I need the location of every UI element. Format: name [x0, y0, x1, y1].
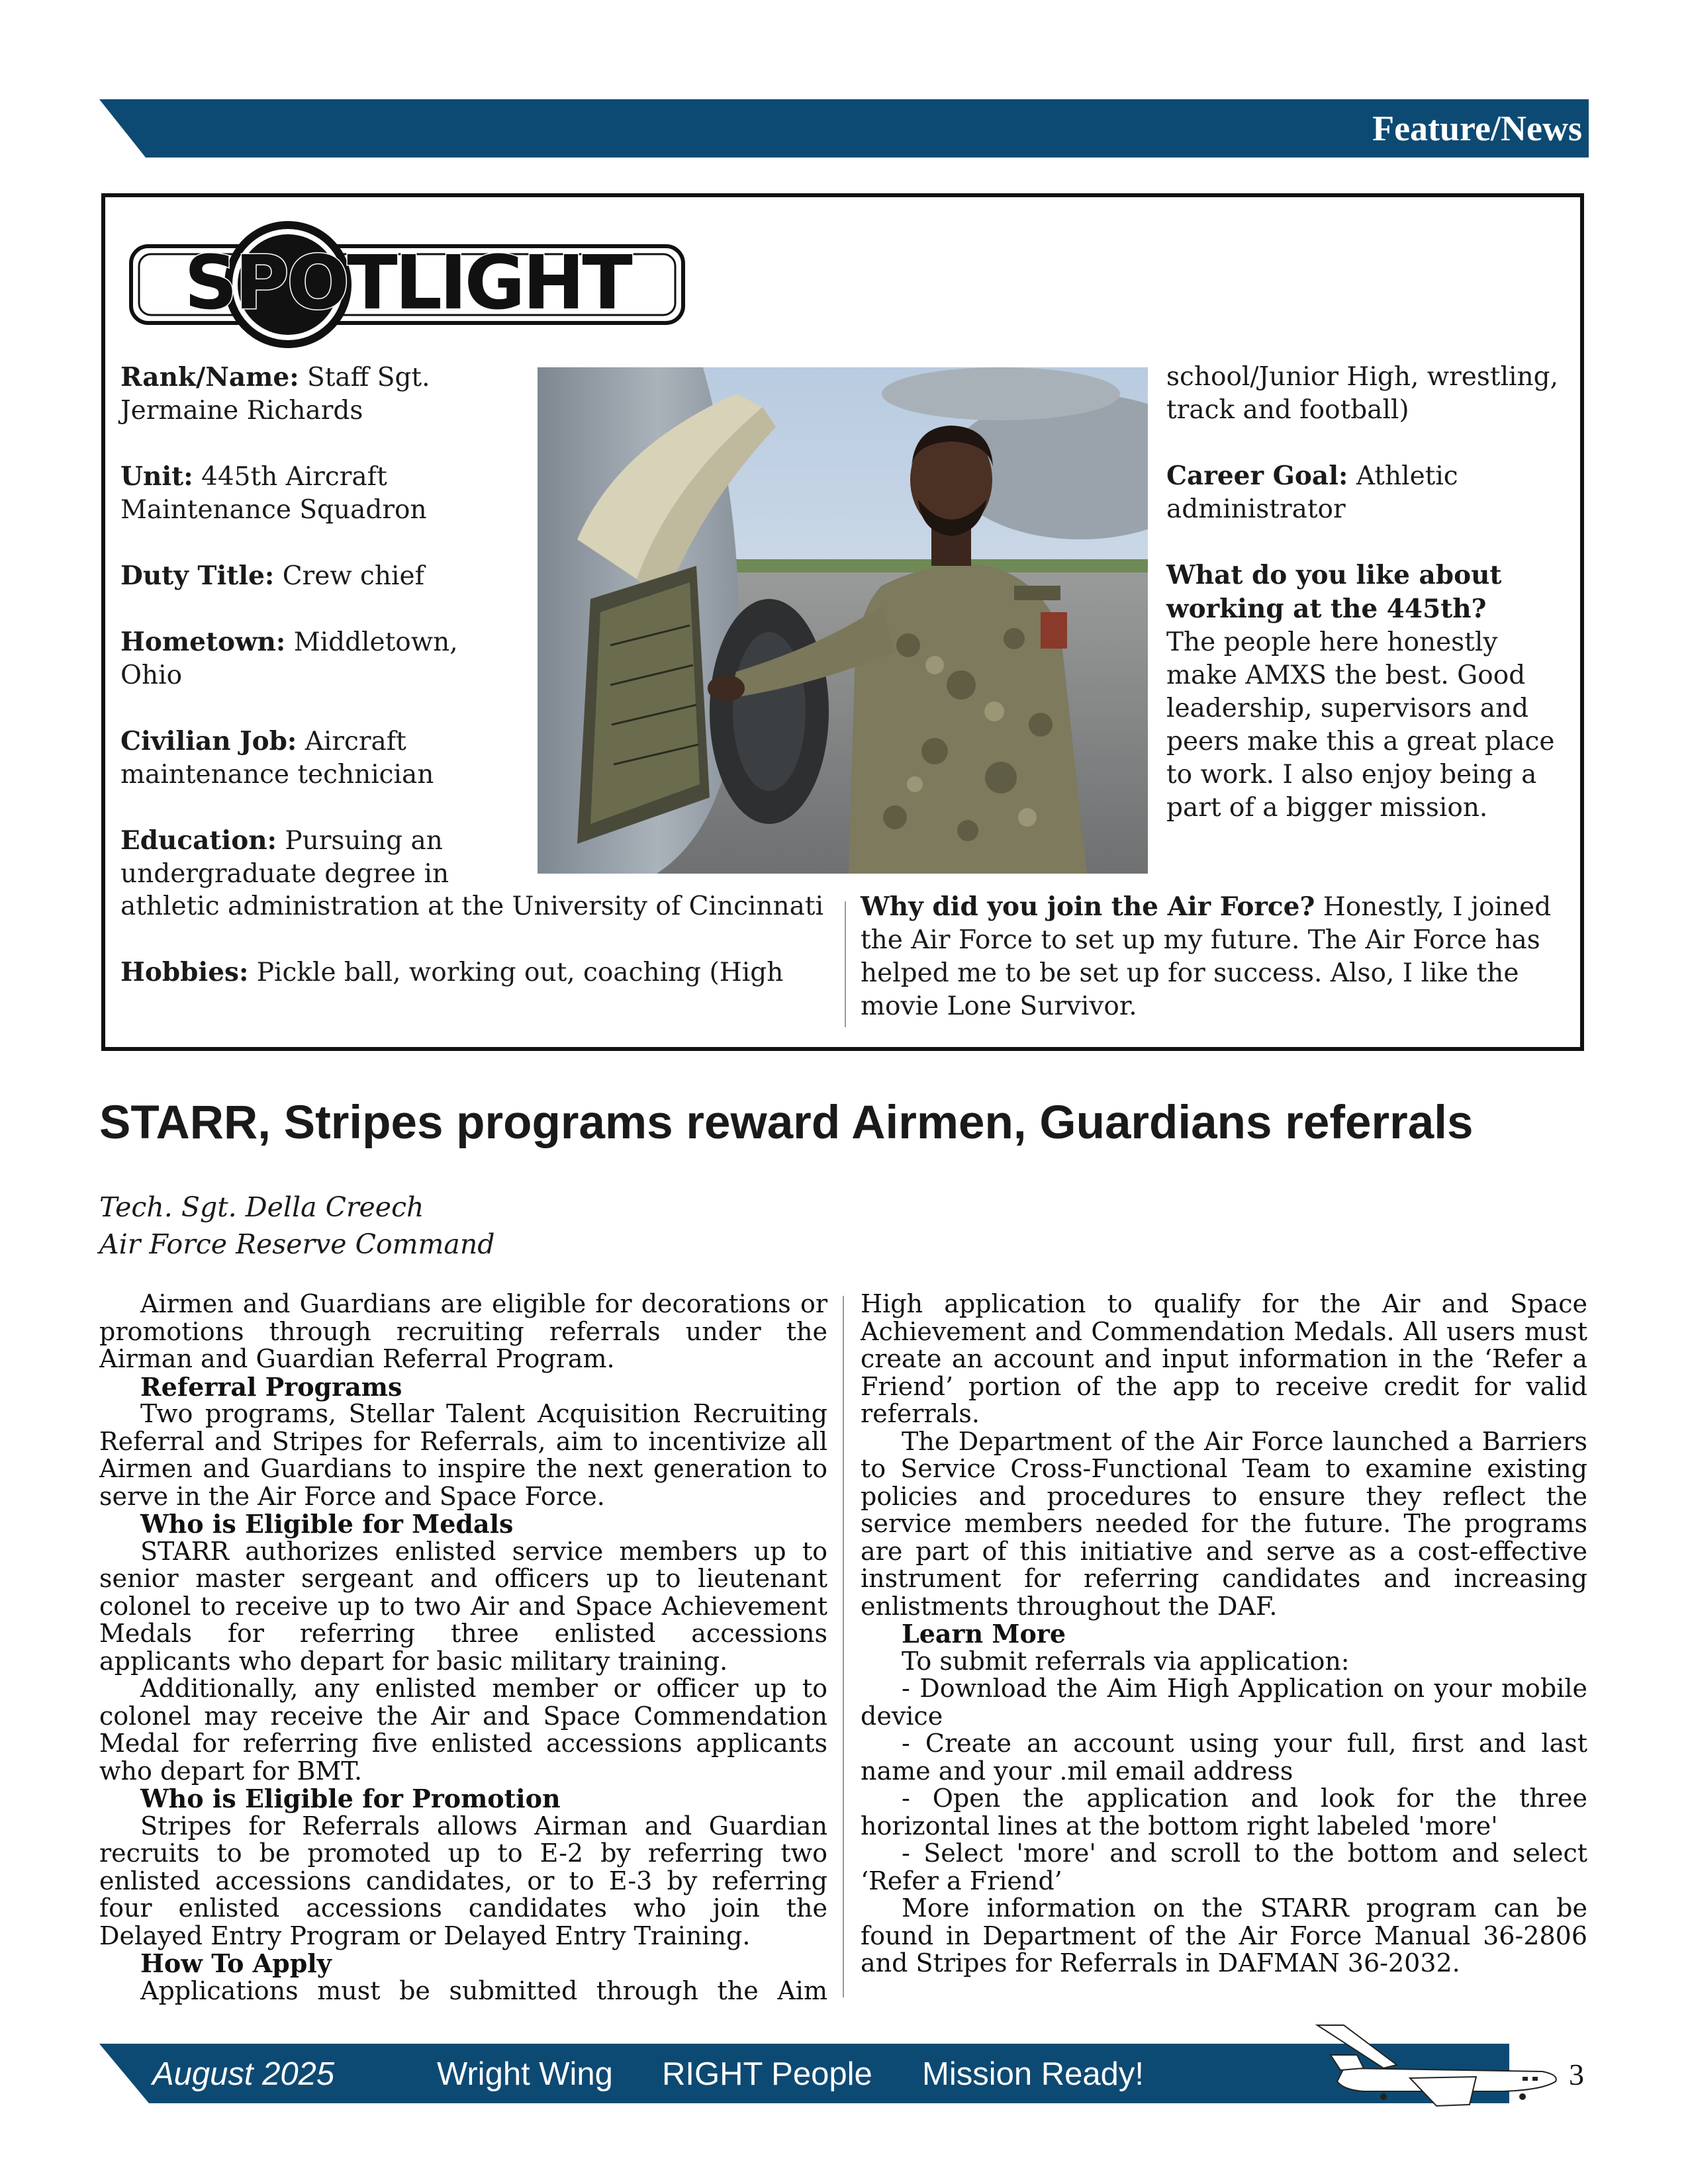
rank-value: Staff Sgt. Jermaine Richards [120, 363, 430, 426]
issue-date: August 2025 [152, 2056, 335, 2092]
like-answer: The people here honestly make AMXS the best. Good leadership, supervisors and peers make this a great place to work. I also enjoy being a part of a bigger mission. [1166, 627, 1555, 823]
paragraph: Stripes for Referrals allows Airman and Guardian recruits to be promoted up to E-2 by referring two enlisted accessions candidates, or to E-3 by referring four enlisted accessions candidates who join the Delayed Entry Program or Delayed Entry Training. [99, 1811, 827, 1950]
motto-wright-wing: Wright Wing [437, 2056, 613, 2092]
spotlight-right-column [1166, 361, 1564, 825]
hobbies-value-continued: school/Junior High, wrestling, track and football) [1166, 362, 1558, 425]
spotlight-bottom-left [120, 890, 835, 989]
spotlight-left-column [120, 361, 524, 923]
education-value-continued: athletic administration at the University of Cincinnati [120, 891, 824, 921]
duty-value: Crew chief [282, 561, 425, 591]
civilian-value: Aircraft maintenance technician [120, 727, 434, 790]
rank-label: Rank/Name: [120, 362, 299, 392]
paragraph: Airmen and Guardians are eligible for decorations or promotions through recruiting referrals under the Airman and Guardian Referral Program. [99, 1289, 827, 1373]
paragraph: More information on the STARR program can be found in Department of the Air Force Manual 36-2806 and Stripes for Referrals in DAFMAN 36-2032. [861, 1893, 1587, 1978]
career-value: Athletic administrator [1166, 461, 1458, 524]
list-item: - Open the application and look for the three horizontal lines at the bottom right labeled 'more' [861, 1784, 1587, 1841]
like-question: What do you like about working at the 445th? [1166, 560, 1502, 624]
paragraph: The Department of the Air Force launched a Barriers to Service Cross-Functional Team to examine existing policies and procedures to ensure they reflect the service members needed for the future. The programs are part of this initiative and serve as a cost-effective instrument for referring candidates and increasing enlistments throughout the DAF. [861, 1426, 1587, 1621]
paragraph: Two programs, Stellar Talent Acquisition Recruiting Referral and Stripes for Referrals, aim to incentivize all Airmen and Guardians to inspire the next generation to serve in the Air Force and Space Force. [99, 1399, 827, 1511]
join-answer: Honestly, I joined the Air Force to set up my future. The Air Force has helped me to be set up for success. Also, I like the movie Lone Survivor. [861, 892, 1552, 1021]
duty-label: Duty Title: [120, 561, 275, 591]
aircraft-icon [1304, 2019, 1569, 2118]
hobbies-value: Pickle ball, working out, coaching (High [256, 958, 784, 987]
paragraph: Additionally, any enlisted member or officer up to colonel may receive the Air and Space Commendation Medal for referring five enlisted accessions applicants who depart for BMT. [99, 1674, 827, 1786]
education-label: Education: [120, 825, 277, 856]
byline [99, 1189, 495, 1263]
hometown-value: Middletown, Ohio [120, 627, 458, 690]
join-question: Why did you join the Air Force? [861, 891, 1315, 922]
unit-value: 445th Aircraft Maintenance Squadron [120, 462, 427, 525]
section-label: Feature/News [1372, 109, 1582, 148]
author-organization: Air Force Reserve Command [99, 1228, 495, 1260]
airman-photo [538, 367, 1148, 874]
spotlight-logo-text: SPOTLIGHT [184, 240, 630, 326]
subhead-referral-programs: Referral Programs [140, 1371, 402, 1402]
page-number: 3 [1569, 2058, 1584, 2091]
unit-label: Unit: [120, 461, 193, 492]
hobbies-label: Hobbies: [120, 957, 249, 987]
motto-right-people: RIGHT People [662, 2056, 872, 2092]
subhead-promotion: Who is Eligible for Promotion [140, 1784, 561, 1813]
hometown-label: Hometown: [120, 627, 286, 657]
career-label: Career Goal: [1166, 461, 1348, 491]
subhead-medals: Who is Eligible for Medals [140, 1509, 514, 1539]
subhead-learn-more: Learn More [902, 1619, 1066, 1649]
paragraph: High application to qualify for the Air and Space Achievement and Commendation Medals. All users must create an account and input information in the ‘Refer a Friend’ portion of the app to receive credit for valid referrals. [861, 1289, 1587, 1428]
author-name: Tech. Sgt. Della Creech [99, 1191, 424, 1223]
paragraph: STARR authorizes enlisted service members up to senior master sergeant and officers up to lieutenant colonel to receive up to two Air and Space Achievement Medals for referring three enlisted accessions applicants who depart for basic military training. [99, 1536, 827, 1676]
article-headline: STARR, Stripes programs reward Airmen, Guardians referrals [99, 1097, 1474, 1149]
list-item: - Create an account using your full, first and last name and your .mil email address [861, 1729, 1587, 1786]
paragraph: Applications must be submitted through the Aim [140, 1976, 827, 2005]
article-column-right [861, 1291, 1587, 1978]
spotlight-bottom-right [861, 890, 1569, 1023]
education-value: Pursuing an undergraduate degree in [120, 826, 449, 889]
spotlight-column-divider [845, 901, 846, 1027]
list-item: - Select 'more' and scroll to the bottom and select ‘Refer a Friend’ [861, 1839, 1587, 1895]
subhead-how-to-apply: How To Apply [140, 1948, 332, 1978]
motto-mission-ready: Mission Ready! [922, 2056, 1144, 2092]
header-banner [99, 99, 1589, 158]
paragraph: To submit referrals via application: [902, 1646, 1350, 1676]
article-column-divider [843, 1296, 844, 1997]
civilian-label: Civilian Job: [120, 726, 297, 756]
article-column-left [99, 1291, 827, 2005]
list-item: - Download the Aim High Application on your mobile device [861, 1674, 1587, 1731]
spotlight-logo [126, 218, 688, 351]
